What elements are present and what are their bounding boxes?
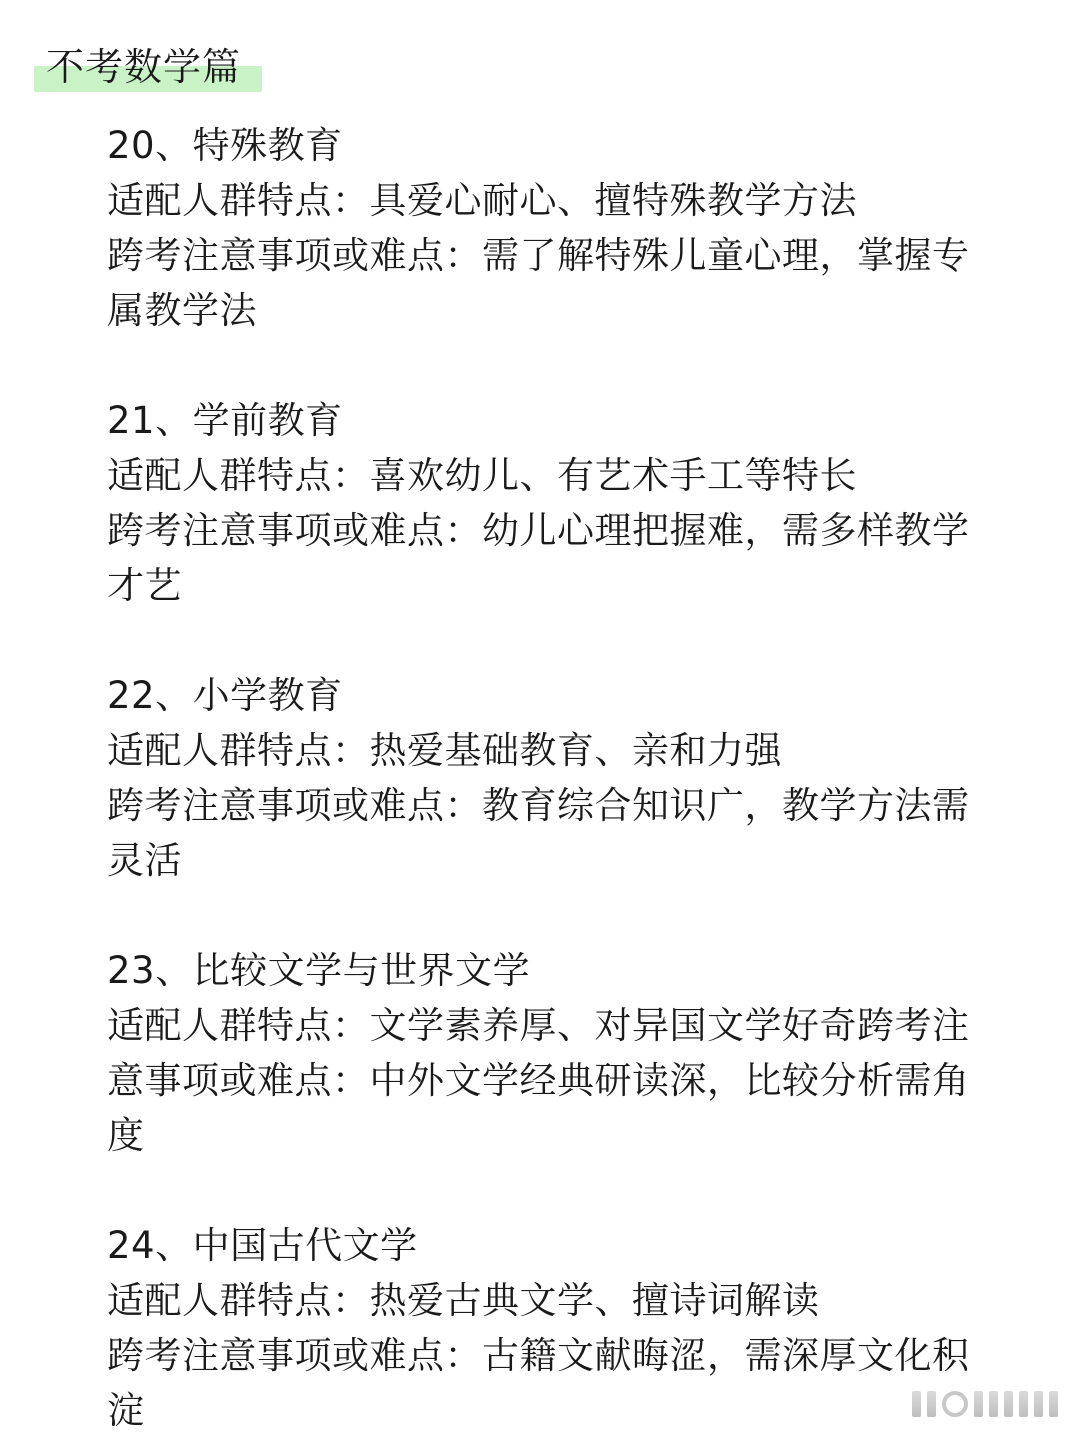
entry-heading: 22、小学教育 bbox=[107, 674, 343, 717]
entry-heading: 23、比较文学与世界文学 bbox=[107, 949, 531, 992]
list-item bbox=[107, 393, 982, 613]
list-item bbox=[107, 668, 982, 888]
list-item bbox=[107, 118, 982, 338]
list-item bbox=[107, 943, 982, 1163]
entry-heading: 21、学前教育 bbox=[107, 399, 343, 442]
entry-suitable-traits: 适配人群特点：热爱古典文学、擅诗词解读 bbox=[107, 1279, 820, 1322]
watermark-bar-icon bbox=[989, 1391, 998, 1417]
entry-suitable-traits: 适配人群特点：热爱基础教育、亲和力强 bbox=[107, 729, 782, 772]
watermark-bar-icon bbox=[974, 1391, 983, 1417]
page-title: 不考数学篇 bbox=[46, 45, 242, 89]
entry-notes: 跨考注意事项或难点：需了解特殊儿童心理，掌握专属教学法 bbox=[107, 234, 970, 332]
watermark-bar-icon bbox=[912, 1391, 921, 1417]
page-title-block bbox=[34, 40, 242, 94]
watermark-bar-icon bbox=[1034, 1391, 1043, 1417]
entry-suitable-traits: 适配人群特点：喜欢幼儿、有艺术手工等特长 bbox=[107, 454, 857, 497]
entry-heading: 24、中国古代文学 bbox=[107, 1224, 418, 1267]
entry-notes: 跨考注意事项或难点：教育综合知识广，教学方法需灵活 bbox=[107, 784, 970, 882]
entry-suitable-traits: 适配人群特点：文学素养厚、对异国文学好奇跨考注意事项或难点：中外文学经典研读深，比较分析需角度 bbox=[107, 1004, 970, 1157]
watermark bbox=[778, 1386, 1058, 1422]
entry-notes: 跨考注意事项或难点：幼儿心理把握难，需多样教学才艺 bbox=[107, 509, 970, 607]
entry-heading: 20、特殊教育 bbox=[107, 124, 343, 167]
watermark-bar-icon bbox=[1049, 1391, 1058, 1417]
entry-suitable-traits: 适配人群特点：具爱心耐心、擅特殊教学方法 bbox=[107, 179, 857, 222]
entry-notes: 跨考注意事项或难点：古籍文献晦涩，需深厚文化积淀 bbox=[107, 1334, 970, 1432]
watermark-bar-icon bbox=[1004, 1391, 1013, 1417]
watermark-bar-icon bbox=[927, 1391, 936, 1417]
watermark-bar-icon bbox=[1019, 1391, 1028, 1417]
entry-list bbox=[107, 118, 982, 1438]
watermark-circle-icon bbox=[942, 1391, 968, 1417]
